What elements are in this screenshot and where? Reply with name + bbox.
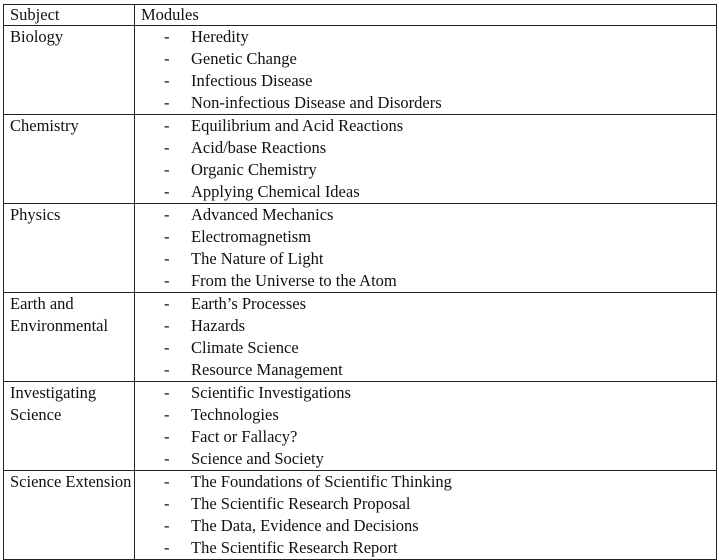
module-label: The Nature of Light bbox=[191, 249, 324, 268]
module-label: Resource Management bbox=[191, 360, 343, 379]
list-dash-marker: - bbox=[164, 316, 170, 335]
table-row bbox=[4, 471, 717, 560]
module-list-item bbox=[135, 248, 716, 270]
module-label: Science and Society bbox=[191, 449, 324, 468]
modules-cell bbox=[135, 471, 717, 560]
list-dash-marker: - bbox=[164, 160, 170, 179]
list-dash-marker: - bbox=[164, 227, 170, 246]
table-row bbox=[4, 204, 717, 293]
subject-cell: Science Extension bbox=[4, 471, 135, 560]
module-list-item bbox=[135, 70, 716, 92]
list-dash-marker: - bbox=[164, 449, 170, 468]
module-label: The Data, Evidence and Decisions bbox=[191, 516, 419, 535]
module-label: Applying Chemical Ideas bbox=[191, 182, 360, 201]
subject-cell: Investigating Science bbox=[4, 382, 135, 471]
module-label: Fact or Fallacy? bbox=[191, 427, 298, 446]
list-dash-marker: - bbox=[164, 93, 170, 112]
module-list-item bbox=[135, 471, 716, 493]
list-dash-marker: - bbox=[164, 538, 170, 557]
module-label: Electromagnetism bbox=[191, 227, 312, 246]
subject-cell: Chemistry bbox=[4, 115, 135, 204]
module-list-item bbox=[135, 537, 716, 559]
module-label: Earth’s Processes bbox=[191, 294, 307, 313]
list-dash-marker: - bbox=[164, 427, 170, 446]
module-list-item bbox=[135, 337, 716, 359]
modules-column-header: Modules bbox=[135, 5, 717, 26]
module-list-item bbox=[135, 137, 716, 159]
module-label: The Scientific Research Proposal bbox=[191, 494, 411, 513]
module-list-item bbox=[135, 181, 716, 203]
table-row bbox=[4, 382, 717, 471]
modules-cell bbox=[135, 26, 717, 115]
subject-column-header: Subject bbox=[4, 5, 135, 26]
module-list-item bbox=[135, 293, 716, 315]
module-label: The Scientific Research Report bbox=[191, 538, 398, 557]
subject-cell: Physics bbox=[4, 204, 135, 293]
list-dash-marker: - bbox=[164, 271, 170, 290]
module-list bbox=[135, 115, 716, 203]
module-list bbox=[135, 26, 716, 114]
list-dash-marker: - bbox=[164, 49, 170, 68]
list-dash-marker: - bbox=[164, 71, 170, 90]
list-dash-marker: - bbox=[164, 405, 170, 424]
modules-cell bbox=[135, 293, 717, 382]
module-list-item bbox=[135, 115, 716, 137]
list-dash-marker: - bbox=[164, 338, 170, 357]
module-label: Hazards bbox=[191, 316, 246, 335]
module-label: Infectious Disease bbox=[191, 71, 313, 90]
module-label: From the Universe to the Atom bbox=[191, 271, 397, 290]
table-row bbox=[4, 26, 717, 115]
module-list bbox=[135, 471, 716, 559]
module-label: Equilibrium and Acid Reactions bbox=[191, 116, 404, 135]
header-row bbox=[4, 5, 717, 26]
list-dash-marker: - bbox=[164, 472, 170, 491]
module-label: The Foundations of Scientific Thinking bbox=[191, 472, 452, 491]
list-dash-marker: - bbox=[164, 494, 170, 513]
module-list-item bbox=[135, 359, 716, 381]
module-label: Heredity bbox=[191, 27, 249, 46]
list-dash-marker: - bbox=[164, 516, 170, 535]
list-dash-marker: - bbox=[164, 383, 170, 402]
table-row bbox=[4, 115, 717, 204]
module-list-item bbox=[135, 426, 716, 448]
module-list-item bbox=[135, 493, 716, 515]
module-list bbox=[135, 382, 716, 470]
modules-cell bbox=[135, 204, 717, 293]
module-label: Organic Chemistry bbox=[191, 160, 317, 179]
list-dash-marker: - bbox=[164, 205, 170, 224]
module-label: Scientific Investigations bbox=[191, 383, 351, 402]
module-list-item bbox=[135, 270, 716, 292]
module-list-item bbox=[135, 448, 716, 470]
subject-cell: Biology bbox=[4, 26, 135, 115]
module-list-item bbox=[135, 226, 716, 248]
module-list-item bbox=[135, 404, 716, 426]
module-list-item bbox=[135, 382, 716, 404]
subject-modules-table bbox=[3, 4, 717, 560]
module-list bbox=[135, 204, 716, 292]
subject-cell: Earth and Environmental bbox=[4, 293, 135, 382]
module-label: Advanced Mechanics bbox=[191, 205, 334, 224]
module-list-item bbox=[135, 92, 716, 114]
module-list-item bbox=[135, 26, 716, 48]
module-list bbox=[135, 293, 716, 381]
list-dash-marker: - bbox=[164, 27, 170, 46]
module-list-item bbox=[135, 159, 716, 181]
list-dash-marker: - bbox=[164, 138, 170, 157]
module-label: Climate Science bbox=[191, 338, 299, 357]
list-dash-marker: - bbox=[164, 116, 170, 135]
list-dash-marker: - bbox=[164, 294, 170, 313]
modules-cell bbox=[135, 115, 717, 204]
list-dash-marker: - bbox=[164, 182, 170, 201]
table-body bbox=[4, 26, 717, 560]
modules-cell bbox=[135, 382, 717, 471]
module-list-item bbox=[135, 315, 716, 337]
module-label: Acid/base Reactions bbox=[191, 138, 327, 157]
module-list-item bbox=[135, 48, 716, 70]
module-label: Technologies bbox=[191, 405, 279, 424]
module-list-item bbox=[135, 204, 716, 226]
module-label: Genetic Change bbox=[191, 49, 297, 68]
list-dash-marker: - bbox=[164, 249, 170, 268]
table-row bbox=[4, 293, 717, 382]
list-dash-marker: - bbox=[164, 360, 170, 379]
module-list-item bbox=[135, 515, 716, 537]
module-label: Non-infectious Disease and Disorders bbox=[191, 93, 442, 112]
